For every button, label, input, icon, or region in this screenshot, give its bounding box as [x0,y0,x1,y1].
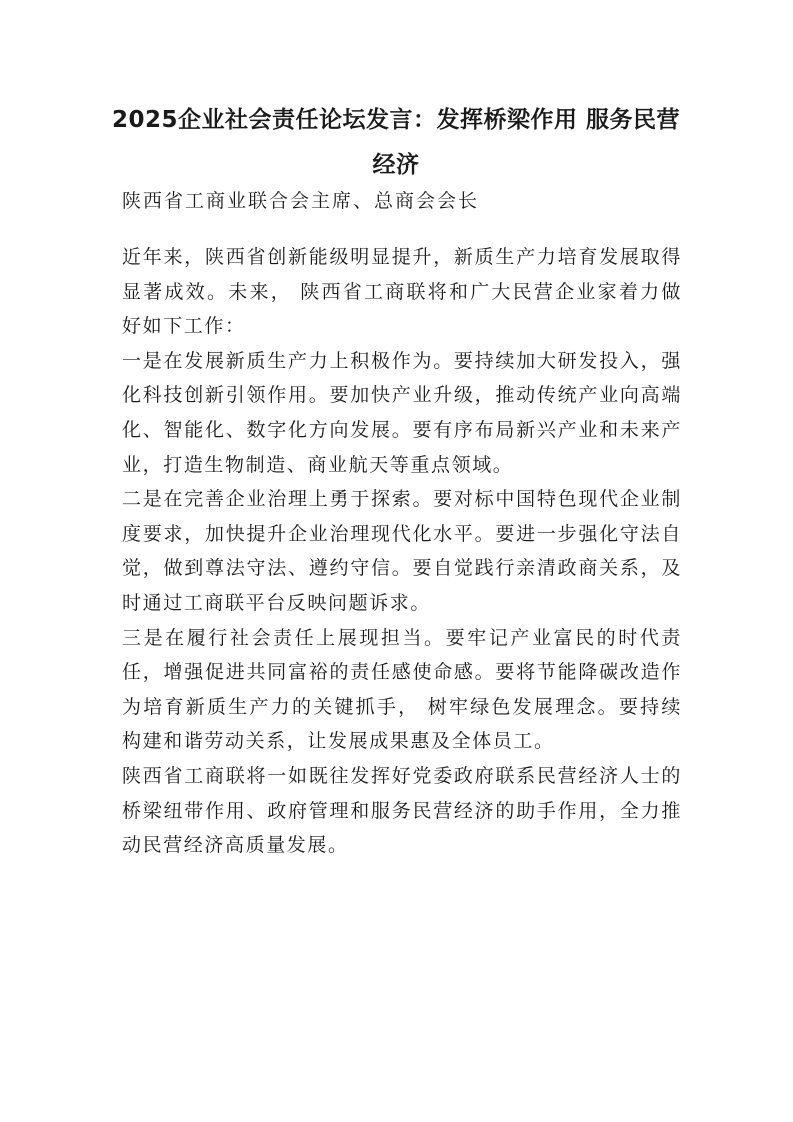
document-body [122,240,682,863]
document-title: 2025企业社会责任论坛发言：发挥桥梁作用 服务民营经济 [111,107,681,178]
paragraph-point-two: 二是在完善企业治理上勇于探索。要对标中国特色现代企业制度要求，加快提升企业治理现代化水平。要进一步强化守法自觉，做到尊法守法、遵约守信。要自觉践行亲清政商关系，及时通过工商联平台反映问题诉求。 [122,488,682,614]
paragraph-conclusion: 陕西省工商联将一如既往发挥好党委政府联系民营经济人士的桥梁纽带作用、政府管理和服务民营经济的助手作用，全力推动民营经济高质量发展。 [122,764,682,857]
paragraph-point-three: 三是在履行社会责任上展现担当。要牢记产业富民的时代责任，增强促进共同富裕的责任感使命感。要将节能降碳改造作为培育新质生产力的关键抓手， 树牢绿色发展理念。要持续构建和谐劳动关系，让发展成果惠及全体员工。 [122,626,682,753]
author-line: 陕西省工商业联合会主席、总商会会长 [122,190,480,212]
paragraph-intro: 近年来，陕西省创新能级明显提升，新质生产力培育发展取得显著成效。未来， 陕西省工商联将和广大民营企业家着力做好如下工作： [122,246,682,338]
paragraph-point-one: 一是在发展新质生产力上积极作为。要持续加大研发投入，强化科技创新引领作用。要加快产业升级，推动传统产业向高端化、智能化、数字化方向发展。要有序布局新兴产业和未来产业，打造生物制造、商业航天等重点领域。 [122,349,682,476]
